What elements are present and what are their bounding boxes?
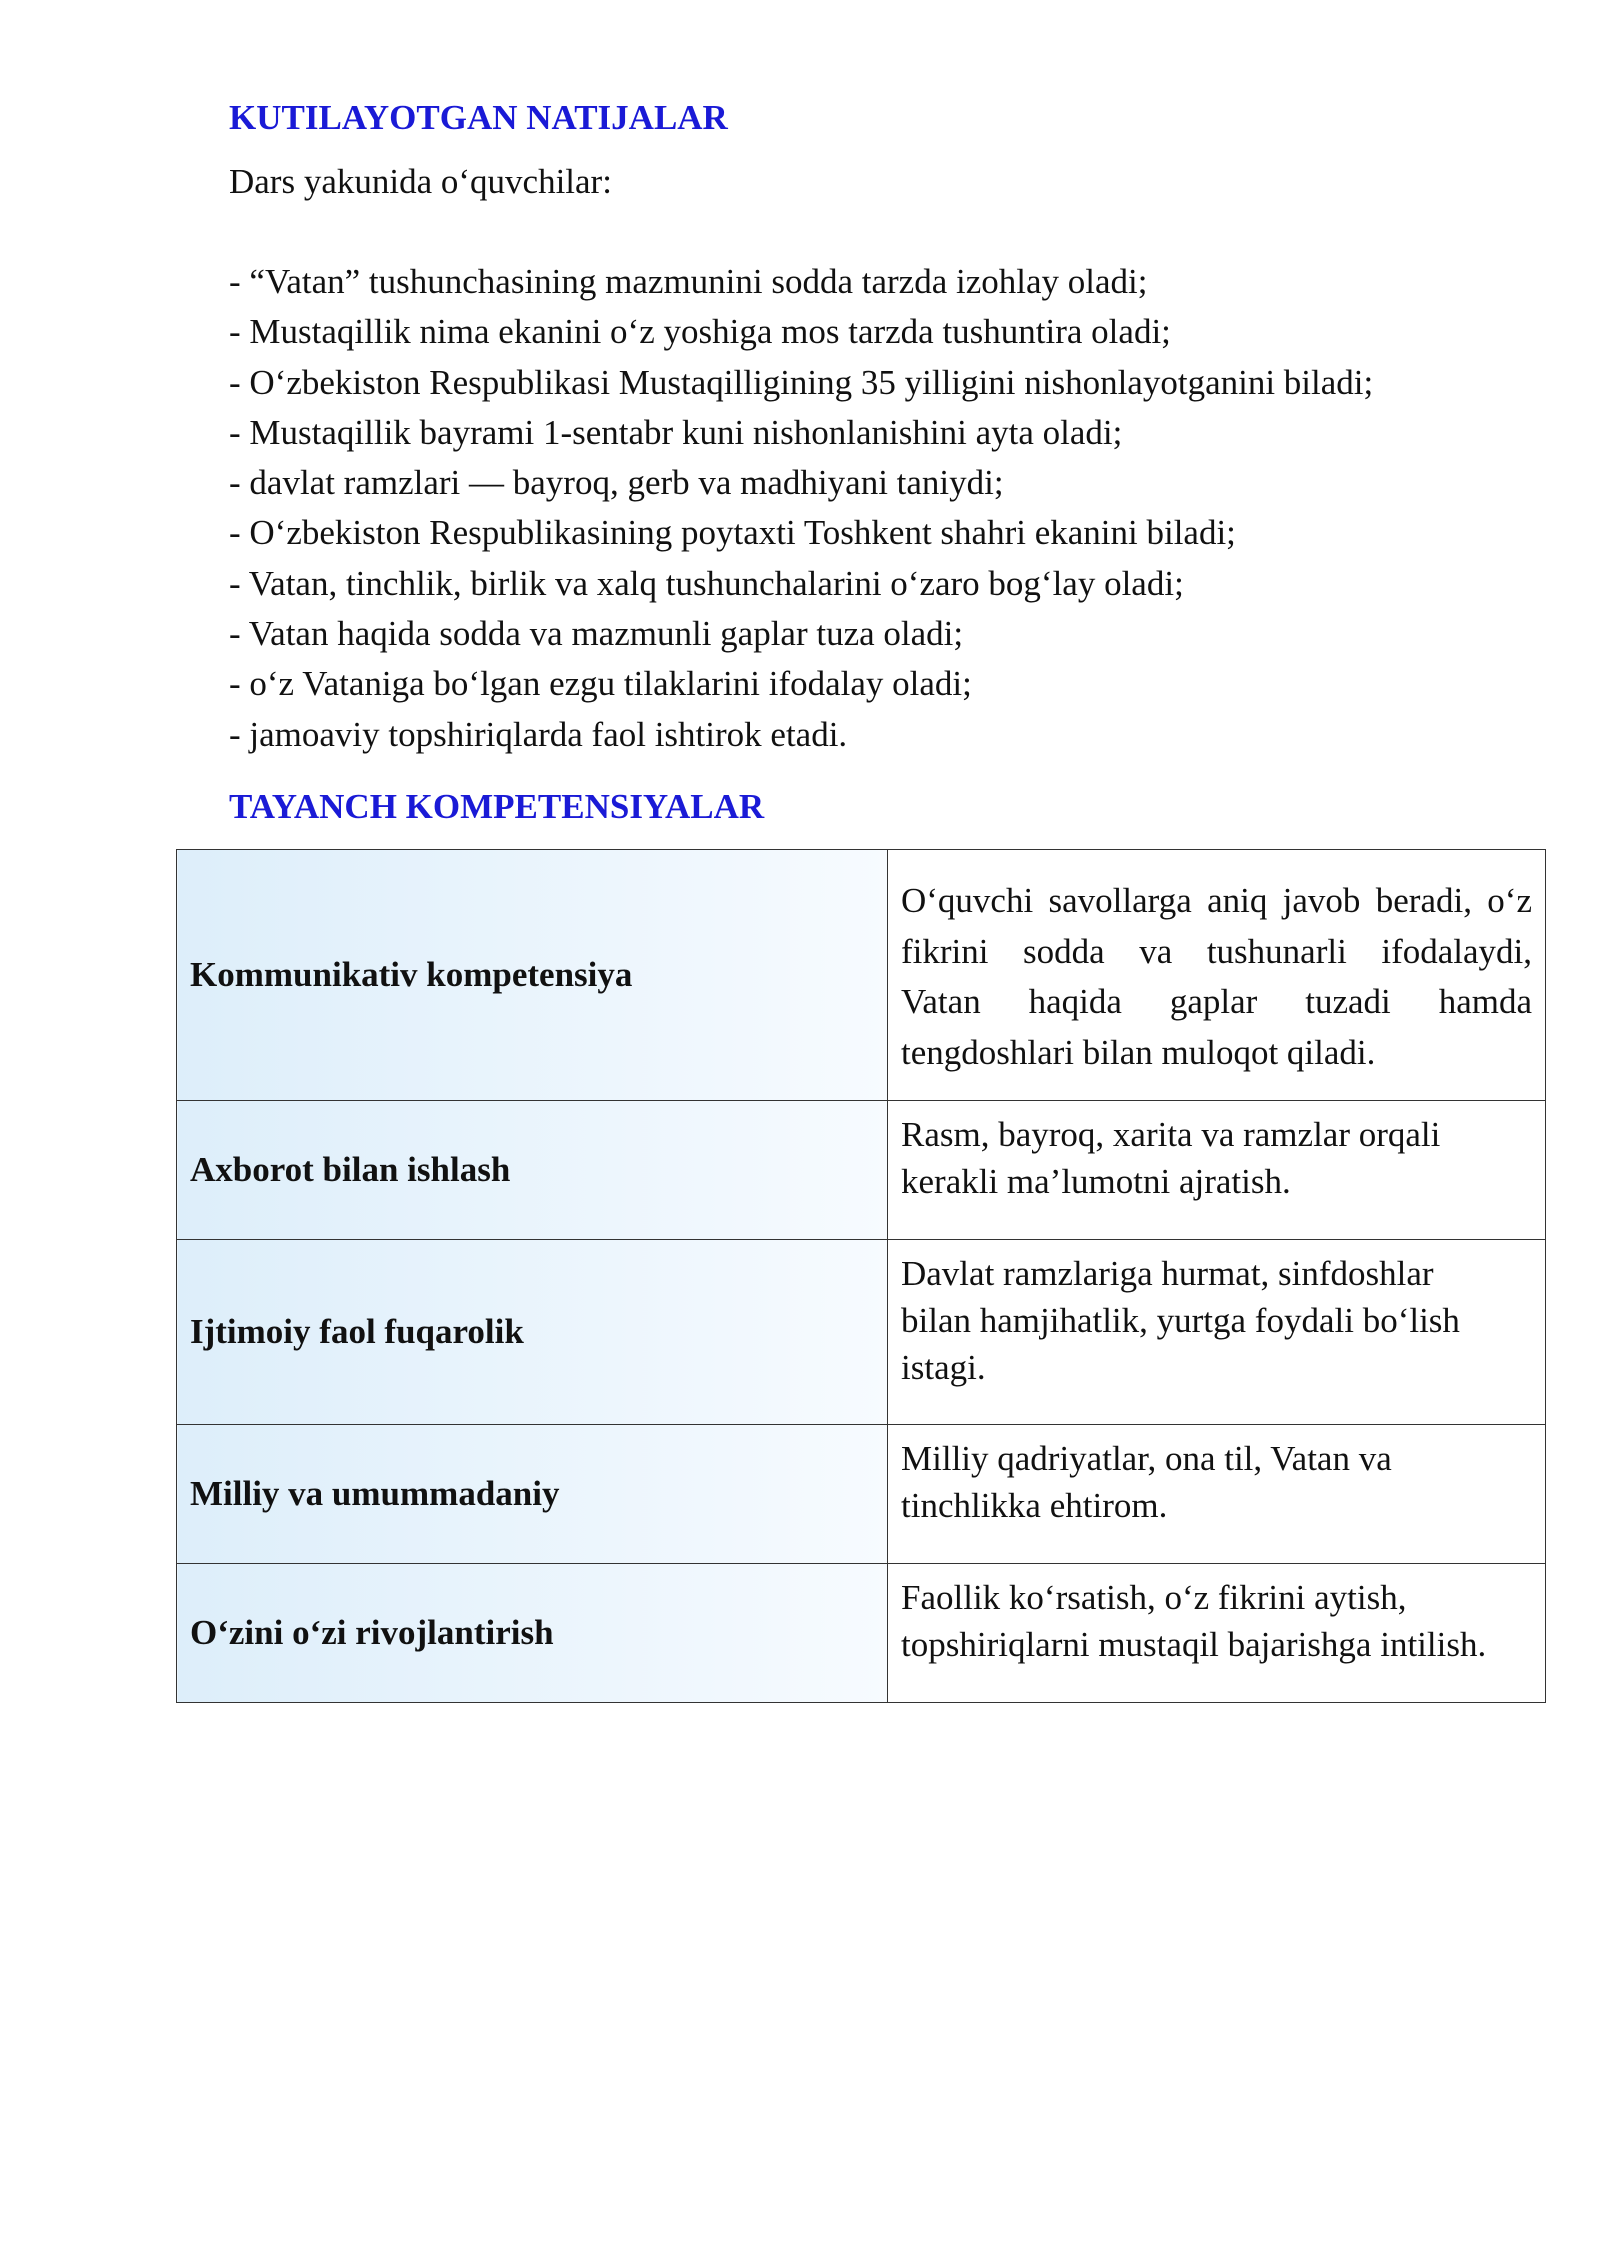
competency-name: Axborot bilan ishlash	[177, 1101, 888, 1240]
competency-description	[888, 1101, 1546, 1240]
description-line: istagi.	[901, 1348, 986, 1387]
description-line: Rasm, bayroq, xarita va ramzlar orqali	[901, 1115, 1441, 1154]
description-line: tinchlikka ehtirom.	[901, 1486, 1168, 1525]
description-line: bilan hamjihatlik, yurtga foydali bo‘lish	[901, 1301, 1460, 1340]
competency-description	[888, 1425, 1546, 1564]
list-item: - davlat ramzlari — bayroq, gerb va madhiyani taniydi;	[229, 463, 1004, 503]
intro-text: Dars yakunida o‘quvchilar:	[229, 162, 612, 201]
list-item: - Vatan, tinchlik, birlik va xalq tushunchalarini o‘zaro bog‘lay oladi;	[229, 563, 1184, 603]
description-line: tengdoshlari bilan muloqot qiladi.	[901, 1032, 1376, 1072]
section-heading-competencies: TAYANCH KOMPETENSIYALAR	[229, 787, 765, 826]
description-line: Davlat ramzlariga hurmat, sinfdoshlar	[901, 1254, 1434, 1293]
list-item: - O‘zbekiston Respublikasi Mustaqilligining 35 yilligini nishonlayotganini biladi;	[229, 362, 1374, 402]
competency-description	[888, 1564, 1546, 1703]
competencies-table	[176, 849, 1546, 1703]
table-row	[177, 1101, 1546, 1240]
description-line: Faollik ko‘rsatish, o‘z fikrini aytish,	[901, 1578, 1407, 1617]
competency-name: Kommunikativ kompetensiya	[177, 850, 888, 1101]
list-item: - Vatan haqida sodda va mazmunli gaplar tuza oladi;	[229, 614, 964, 654]
table-row	[177, 850, 1546, 1101]
competency-description	[888, 1240, 1546, 1425]
description-line: topshiriqlarni mustaqil bajarishga intilish.	[901, 1625, 1487, 1664]
description-line: fikrini sodda va tushunarli ifodalaydi,	[901, 931, 1532, 971]
list-item: - Mustaqillik bayrami 1-sentabr kuni nishonlanishini ayta oladi;	[229, 412, 1123, 452]
list-item: - O‘zbekiston Respublikasining poytaxti Toshkent shahri ekanini biladi;	[229, 513, 1236, 553]
competency-name: Milliy va umummadaniy	[177, 1425, 888, 1564]
description-line: Vatan haqida gaplar tuzadi hamda	[901, 982, 1532, 1021]
table-row	[177, 1425, 1546, 1564]
table-row	[177, 1240, 1546, 1425]
section-heading-outcomes: KUTILAYOTGAN NATIJALAR	[229, 98, 728, 137]
list-item: - o‘z Vataniga bo‘lgan ezgu tilaklarini ifodalay oladi;	[229, 664, 972, 704]
description-line: kerakli ma’lumotni ajratish.	[901, 1162, 1291, 1201]
list-item: - jamoaviy topshiriqlarda faol ishtirok etadi.	[229, 714, 848, 754]
table-row	[177, 1564, 1546, 1703]
outcomes-list	[229, 257, 1373, 760]
list-item: - “Vatan” tushunchasining mazmunini sodda tarzda izohlay oladi;	[229, 262, 1148, 301]
competency-name: Ijtimoiy faol fuqarolik	[177, 1240, 888, 1425]
competency-name: O‘zini o‘zi rivojlantirish	[177, 1564, 888, 1703]
competency-description	[888, 850, 1546, 1101]
description-line: Milliy qadriyatlar, ona til, Vatan va	[901, 1439, 1392, 1478]
list-item: - Mustaqillik nima ekanini o‘z yoshiga mos tarzda tushuntira oladi;	[229, 312, 1171, 352]
description-line: O‘quvchi savollarga aniq javob beradi, o‘z	[901, 881, 1532, 920]
